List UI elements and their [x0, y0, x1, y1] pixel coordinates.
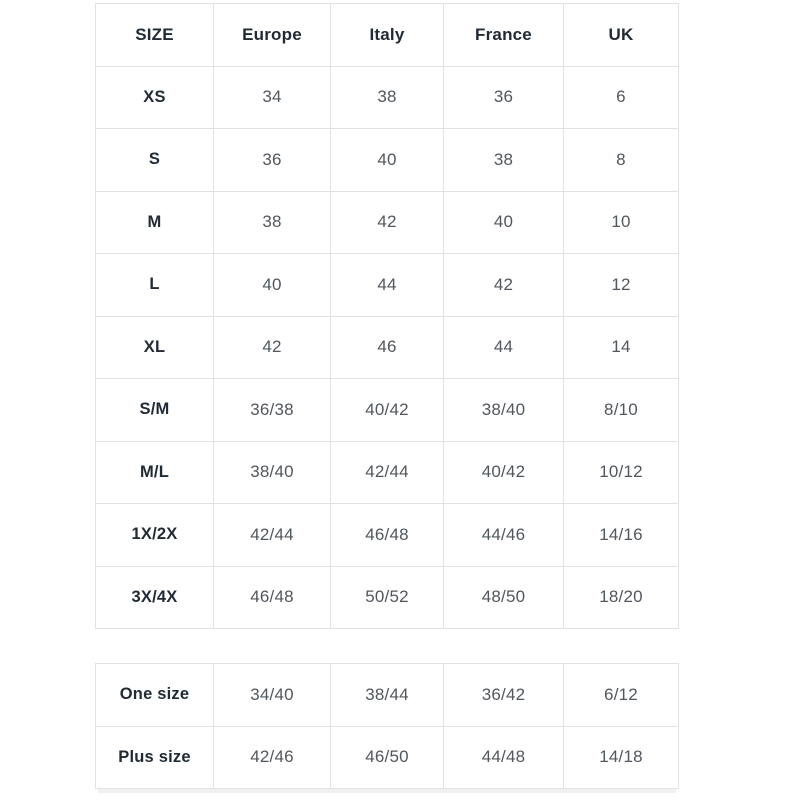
size-value-cell: 42	[331, 191, 444, 254]
size-label-cell: S/M	[96, 379, 214, 442]
size-value-cell: 38	[444, 129, 564, 192]
column-header-france: France	[444, 4, 564, 67]
table-row	[96, 726, 679, 789]
size-label-cell: S	[96, 129, 214, 192]
size-conversion-table	[95, 3, 679, 629]
size-value-cell: 34	[214, 66, 331, 129]
size-value-cell: 10/12	[564, 441, 679, 504]
special-sizes-table-body	[96, 664, 679, 789]
size-value-cell: 14/16	[564, 504, 679, 567]
size-value-cell: 44	[444, 316, 564, 379]
size-chart-container	[95, 3, 678, 789]
size-table-body	[96, 66, 679, 629]
size-value-cell: 40	[444, 191, 564, 254]
size-value-cell: 46/50	[331, 726, 444, 789]
size-value-cell: 40	[214, 254, 331, 317]
header-row	[96, 4, 679, 67]
size-value-cell: 6	[564, 66, 679, 129]
table-row	[96, 664, 679, 727]
size-value-cell: 48/50	[444, 566, 564, 629]
size-value-cell: 42/46	[214, 726, 331, 789]
size-value-cell: 8	[564, 129, 679, 192]
size-value-cell: 44	[331, 254, 444, 317]
size-value-cell: 36/42	[444, 664, 564, 727]
size-value-cell: 8/10	[564, 379, 679, 442]
size-value-cell: 40/42	[331, 379, 444, 442]
size-table-header	[96, 4, 679, 67]
table-row	[96, 316, 679, 379]
size-value-cell: 38	[331, 66, 444, 129]
size-label-cell: 1X/2X	[96, 504, 214, 567]
size-label-cell: One size	[96, 664, 214, 727]
column-header-size: SIZE	[96, 4, 214, 67]
size-value-cell: 38	[214, 191, 331, 254]
size-value-cell: 46/48	[331, 504, 444, 567]
size-label-cell: XS	[96, 66, 214, 129]
size-value-cell: 36	[214, 129, 331, 192]
table-row	[96, 504, 679, 567]
size-label-cell: 3X/4X	[96, 566, 214, 629]
column-header-europe: Europe	[214, 4, 331, 67]
size-value-cell: 34/40	[214, 664, 331, 727]
size-value-cell: 6/12	[564, 664, 679, 727]
size-value-cell: 40	[331, 129, 444, 192]
table-row	[96, 191, 679, 254]
size-value-cell: 14	[564, 316, 679, 379]
table-row	[96, 441, 679, 504]
table-row	[96, 129, 679, 192]
size-label-cell: M	[96, 191, 214, 254]
size-value-cell: 36	[444, 66, 564, 129]
size-value-cell: 42	[444, 254, 564, 317]
size-label-cell: L	[96, 254, 214, 317]
size-value-cell: 42	[214, 316, 331, 379]
special-sizes-table	[95, 663, 679, 789]
column-header-uk: UK	[564, 4, 679, 67]
size-value-cell: 46	[331, 316, 444, 379]
table-row	[96, 379, 679, 442]
size-value-cell: 36/38	[214, 379, 331, 442]
column-header-italy: Italy	[331, 4, 444, 67]
size-value-cell: 14/18	[564, 726, 679, 789]
size-label-cell: Plus size	[96, 726, 214, 789]
size-value-cell: 44/48	[444, 726, 564, 789]
size-value-cell: 38/40	[214, 441, 331, 504]
size-value-cell: 50/52	[331, 566, 444, 629]
table-row	[96, 66, 679, 129]
size-value-cell: 40/42	[444, 441, 564, 504]
table-row	[96, 254, 679, 317]
size-value-cell: 46/48	[214, 566, 331, 629]
size-value-cell: 38/44	[331, 664, 444, 727]
size-label-cell: M/L	[96, 441, 214, 504]
size-label-cell: XL	[96, 316, 214, 379]
size-value-cell: 42/44	[214, 504, 331, 567]
size-value-cell: 12	[564, 254, 679, 317]
size-value-cell: 38/40	[444, 379, 564, 442]
size-value-cell: 44/46	[444, 504, 564, 567]
size-value-cell: 10	[564, 191, 679, 254]
size-value-cell: 18/20	[564, 566, 679, 629]
table-row	[96, 566, 679, 629]
size-value-cell: 42/44	[331, 441, 444, 504]
